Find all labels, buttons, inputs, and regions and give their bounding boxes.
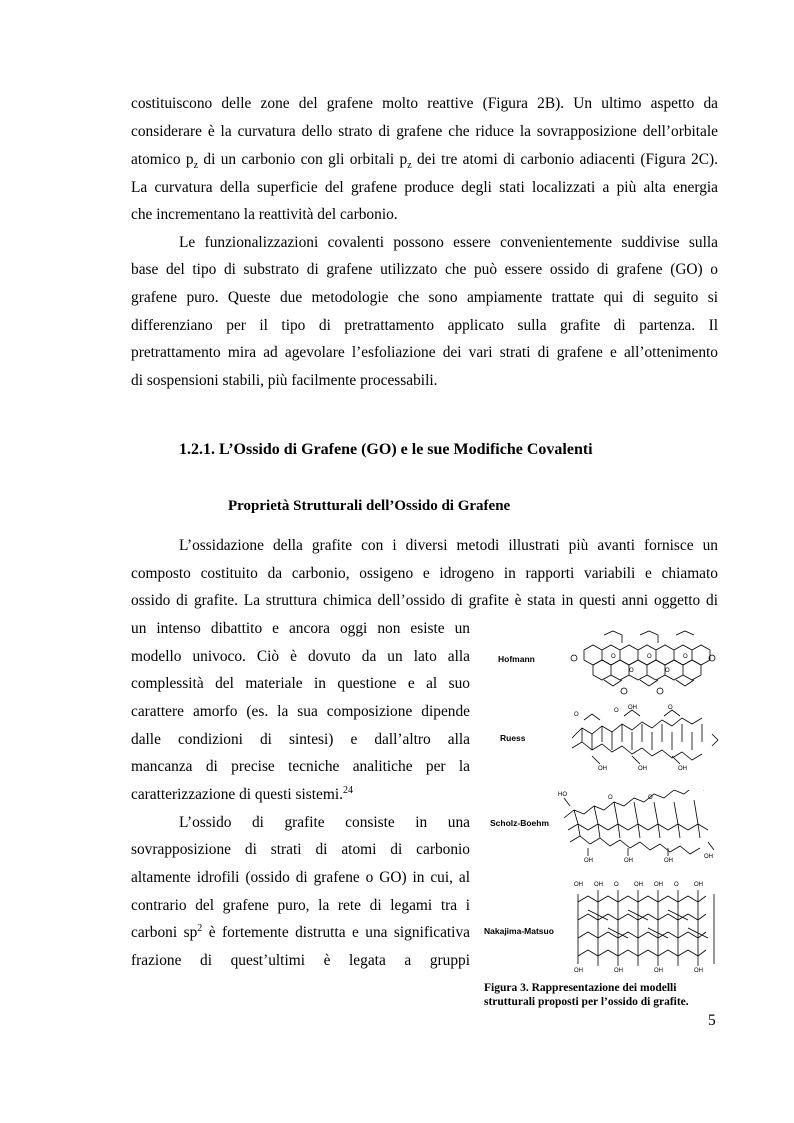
- figure-3: [484, 624, 724, 980]
- atom-label: O: [683, 654, 688, 660]
- caption-line: Figura 3. Rappresentazione dei modelli: [484, 982, 677, 994]
- ruess-structure: [564, 704, 722, 774]
- citation-ref: 24: [342, 784, 353, 796]
- model-label-hofmann: Hofmann: [498, 654, 535, 664]
- text-line: differenziano per il tipo di pretrattamento applicato sulla grafite di partenza. Il: [131, 317, 718, 334]
- text-line: Le funzionalizzazioni covalenti possono essere convenientemente suddivise sulla: [179, 234, 718, 251]
- atom-label: O: [614, 882, 619, 888]
- text-line: caratterizzazione di questi sistemi.$^{24}$: [131, 784, 353, 803]
- text-line: complessità del materiale in questione e al suo: [131, 675, 470, 692]
- hofmann-structure: [564, 628, 722, 696]
- atom-label: O: [574, 712, 579, 718]
- atom-label: OH: [678, 766, 687, 772]
- atom-label: O: [614, 708, 619, 714]
- text-line: mancanza di precise tecniche analitiche per la: [131, 758, 470, 775]
- text-line: frazione di quest’ultimi è legata a gruppi: [131, 952, 470, 969]
- text-line: L’ossidazione della grafite con i diversi metodi illustrati più avanti fornisce un: [179, 537, 718, 554]
- atom-label: OH: [694, 968, 703, 974]
- atom-label: OH: [664, 858, 673, 864]
- atom-label: O: [647, 654, 652, 660]
- model-label-scholz-boehm: Scholz-Boehm: [490, 818, 550, 828]
- model-label-nakajima-matsuo: Nakajima-Matsuo: [484, 926, 554, 936]
- scholz-boehm-structure: [558, 790, 722, 864]
- atom-label: OH: [694, 882, 703, 888]
- text-line: base del tipo di substrato di grafene utilizzato che può essere ossido di grafene (GO) o: [131, 261, 718, 278]
- model-label-ruess: Ruess: [500, 733, 526, 743]
- text-line: contrario del grafene puro, la rete di legami tra i: [131, 897, 470, 914]
- atom-label: OH: [598, 766, 607, 772]
- atom-label: O: [611, 654, 616, 660]
- atom-label: OH: [574, 968, 583, 974]
- text-line: composto costituito da carbonio, ossigeno e idrogeno in rapporti variabili e chiamato: [131, 565, 718, 582]
- atom-label: OH: [654, 968, 663, 974]
- atom-label: OH: [594, 882, 603, 888]
- atom-label: O: [648, 795, 653, 801]
- atom-label: O: [665, 668, 670, 674]
- text-line: La curvatura della superficie del grafene produce degli stati localizzati a più alta energia: [131, 179, 718, 196]
- text-line: che incrementano la reattività del carbonio.: [131, 206, 398, 223]
- atom-label: O: [668, 705, 673, 711]
- atom-label: OH: [584, 858, 593, 864]
- text-line: dalle condizioni di sintesi) e dall’altro alla: [131, 731, 470, 748]
- atom-label: OH: [634, 882, 643, 888]
- atom-label: O: [608, 795, 613, 801]
- atom-label: HO: [558, 792, 567, 798]
- nakajima-matsuo-structure: [570, 880, 722, 974]
- figure-caption: [484, 981, 718, 1009]
- text-line: carattere amorfo (es. la sua composizione dipende: [131, 703, 470, 720]
- text-line: modello univoco. Ciò è dovuto da un lato alla: [131, 648, 470, 665]
- atom-label: OH: [654, 882, 663, 888]
- text-line: costituiscono delle zone del grafene molto reattive (Figura 2B). Un ultimo aspetto da: [131, 95, 718, 112]
- atom-label: OH: [624, 858, 633, 864]
- atom-label: OH: [614, 968, 623, 974]
- text-line: sovrapposizione di strati di atomi di carbonio: [131, 841, 470, 858]
- caption-line: strutturali proposti per l’ossido di grafite.: [484, 996, 689, 1008]
- subsection-heading: Proprietà Strutturali dell’Ossido di Grafene: [228, 498, 511, 514]
- text-line: altamente idrofili (ossido di grafene o GO) in cui, al: [131, 869, 470, 886]
- atom-label: O: [674, 882, 679, 888]
- atom-label: OH: [638, 766, 647, 772]
- atom-label: OH: [574, 882, 583, 888]
- section-heading: 1.2.1. L’Ossido di Grafene (GO) e le sue Modifiche Covalenti: [179, 441, 593, 458]
- text-line: pretrattamento mira ad agevolare l’esfoliazione dei vari strati di grafene e all’ottenimento: [131, 344, 718, 361]
- text-line: ossido di grafite. La struttura chimica dell’ossido di grafite è stata in questi anni oggetto di: [131, 592, 718, 609]
- atom-label: OH: [628, 705, 637, 711]
- text-line: considerare è la curvatura dello strato di grafene che riduce la sovrapposizione dell’orbitale: [131, 123, 718, 140]
- atom-label: OH: [704, 854, 713, 860]
- text-line: L’ossido di grafite consiste in una: [179, 814, 470, 831]
- page-number: 5: [708, 1012, 716, 1029]
- text-line: di sospensioni stabili, più facilmente processabili.: [131, 372, 438, 389]
- text-line: carboni $sp^2$ è fortemente distrutta e una significativa: [131, 922, 470, 941]
- text-line: un intenso dibattito e ancora oggi non esiste un: [131, 620, 470, 637]
- text-line: atomico $p_z$ di un carbonio con gli orbitali $p_z$ dei tre atomi di carbonio adiacenti (Figura 2C).: [131, 151, 718, 172]
- atom-label: O: [629, 668, 634, 674]
- text-line: grafene puro. Queste due metodologie che sono ampiamente trattate qui di seguito si: [131, 289, 718, 306]
